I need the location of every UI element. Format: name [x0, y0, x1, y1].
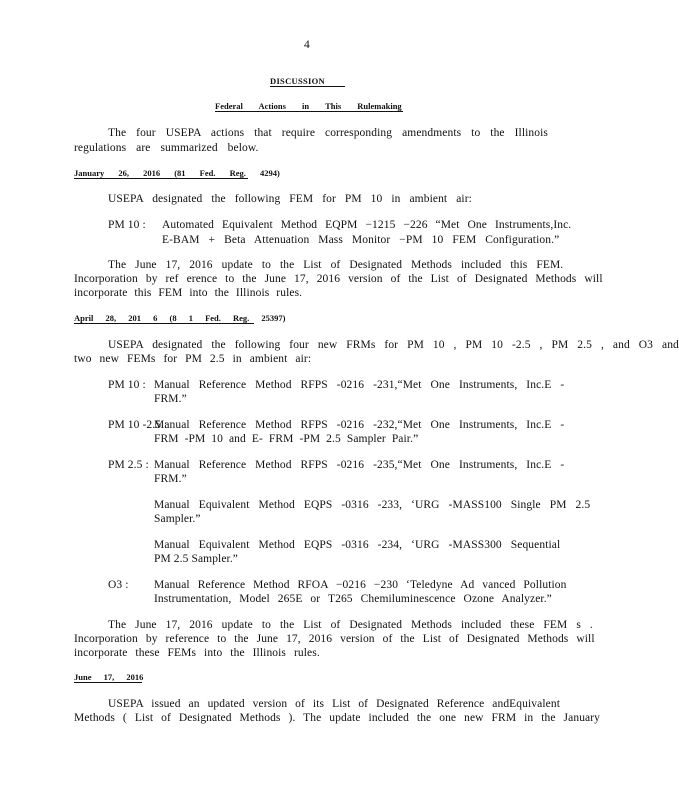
- entry-pm25-line-2: FRM.”: [154, 473, 187, 485]
- section1-closing-2: Incorporation by ref erence to the June 17, 2016 version of the List of Designated Methods will: [74, 273, 603, 285]
- section-date-january: January 26, 2016 (81 Fed. Reg. 4294): [74, 168, 280, 178]
- entry-eqps233-line-2: Sampler.”: [154, 513, 201, 525]
- section-date-june: June 17, 2016: [74, 672, 144, 682]
- section1-entry-line-2: E-BAM + Beta Attenuation Mass Monitor −PM 10 FEM Configuration.”: [162, 234, 560, 246]
- section3-lead-1: USEPA issued an updated version of its List of Designated Reference andEquivalent: [108, 698, 560, 710]
- entry-eqps234-line-1: Manual Equivalent Method EQPS -0316 -234, ‘URG -MASS300 Sequential: [154, 539, 561, 551]
- entry-pm10-25-label: PM 10 -2.5 :: [108, 419, 168, 431]
- section2-closing-1: The June 17, 2016 update to the List of Designated Methods included these FEM s .: [108, 619, 593, 631]
- section2-lead-1: USEPA designated the following four new FRMs for PM 10 , PM 10 -2.5 , PM 2.5 , and O3 and: [108, 339, 679, 351]
- entry-pm25-line-1: Manual Reference Method RFPS -0216 -235,“Met One Instruments, Inc.E -: [154, 459, 565, 471]
- entry-pm25-label: PM 2.5 :: [108, 459, 149, 471]
- intro-line-2: regulations are summarized below.: [74, 142, 259, 154]
- entry-pm10-line-1: Manual Reference Method RFPS -0216 -231,“Met One Instruments, Inc.E -: [154, 379, 565, 391]
- section1-lead: USEPA designated the following FEM for PM 10 in ambient air:: [108, 193, 472, 205]
- section2-closing-3: incorporate these FEMs into the Illinois rules.: [74, 647, 320, 659]
- entry-o3-line-1: Manual Reference Method RFOA −0216 −230 ‘Teledyne Ad vanced Pollution: [154, 579, 567, 591]
- entry-eqps234-line-2: PM 2.5 Sampler.”: [154, 553, 239, 565]
- section3-lead-2: Methods ( List of Designated Methods ). The update included the one new FRM in the January: [74, 712, 601, 724]
- entry-o3-line-2: Instrumentation, Model 265E or T265 Chemiluminescence Ozone Analyzer.”: [154, 593, 552, 605]
- section1-entry-line-1: Automated Equivalent Method EQPM −1215 −226 “Met One Instruments,Inc.: [162, 219, 572, 231]
- entry-pm10-line-2: FRM.”: [154, 393, 187, 405]
- section2-lead-2: two new FEMs for PM 2.5 in ambient air:: [74, 353, 312, 365]
- entry-o3-label: O3 :: [108, 579, 129, 591]
- section1-entry-label: PM 10 :: [108, 219, 146, 231]
- page-number: 4: [304, 39, 310, 51]
- section1-closing-1: The June 17, 2016 update to the List of Designated Methods included this FEM.: [108, 259, 564, 271]
- subheading-federal-actions: Federal Actions in This Rulemaking: [215, 101, 402, 111]
- entry-pm10-25-line-1: Manual Reference Method RFPS -0216 -232,“Met One Instruments, Inc.E -: [154, 419, 565, 431]
- section-date-april: April 28, 201 6 (8 1 Fed. Reg. 25397): [74, 313, 286, 323]
- section1-closing-3: incorporate this FEM into the Illinois rules.: [74, 287, 303, 299]
- section2-closing-2: Incorporation by reference to the June 17, 2016 version of the List of Designated Methods will: [74, 633, 595, 645]
- entry-pm10-25-line-2: FRM -PM 10 and E- FRM -PM 2.5 Sampler Pair.”: [154, 433, 419, 445]
- intro-line-1: The four USEPA actions that require corresponding amendments to the Illinois: [108, 127, 548, 139]
- entry-pm10-label: PM 10 :: [108, 379, 146, 391]
- entry-eqps233-line-1: Manual Equivalent Method EQPS -0316 -233, ‘URG -MASS100 Single PM 2.5: [154, 499, 591, 511]
- heading-discussion: DISCUSSION: [270, 76, 345, 87]
